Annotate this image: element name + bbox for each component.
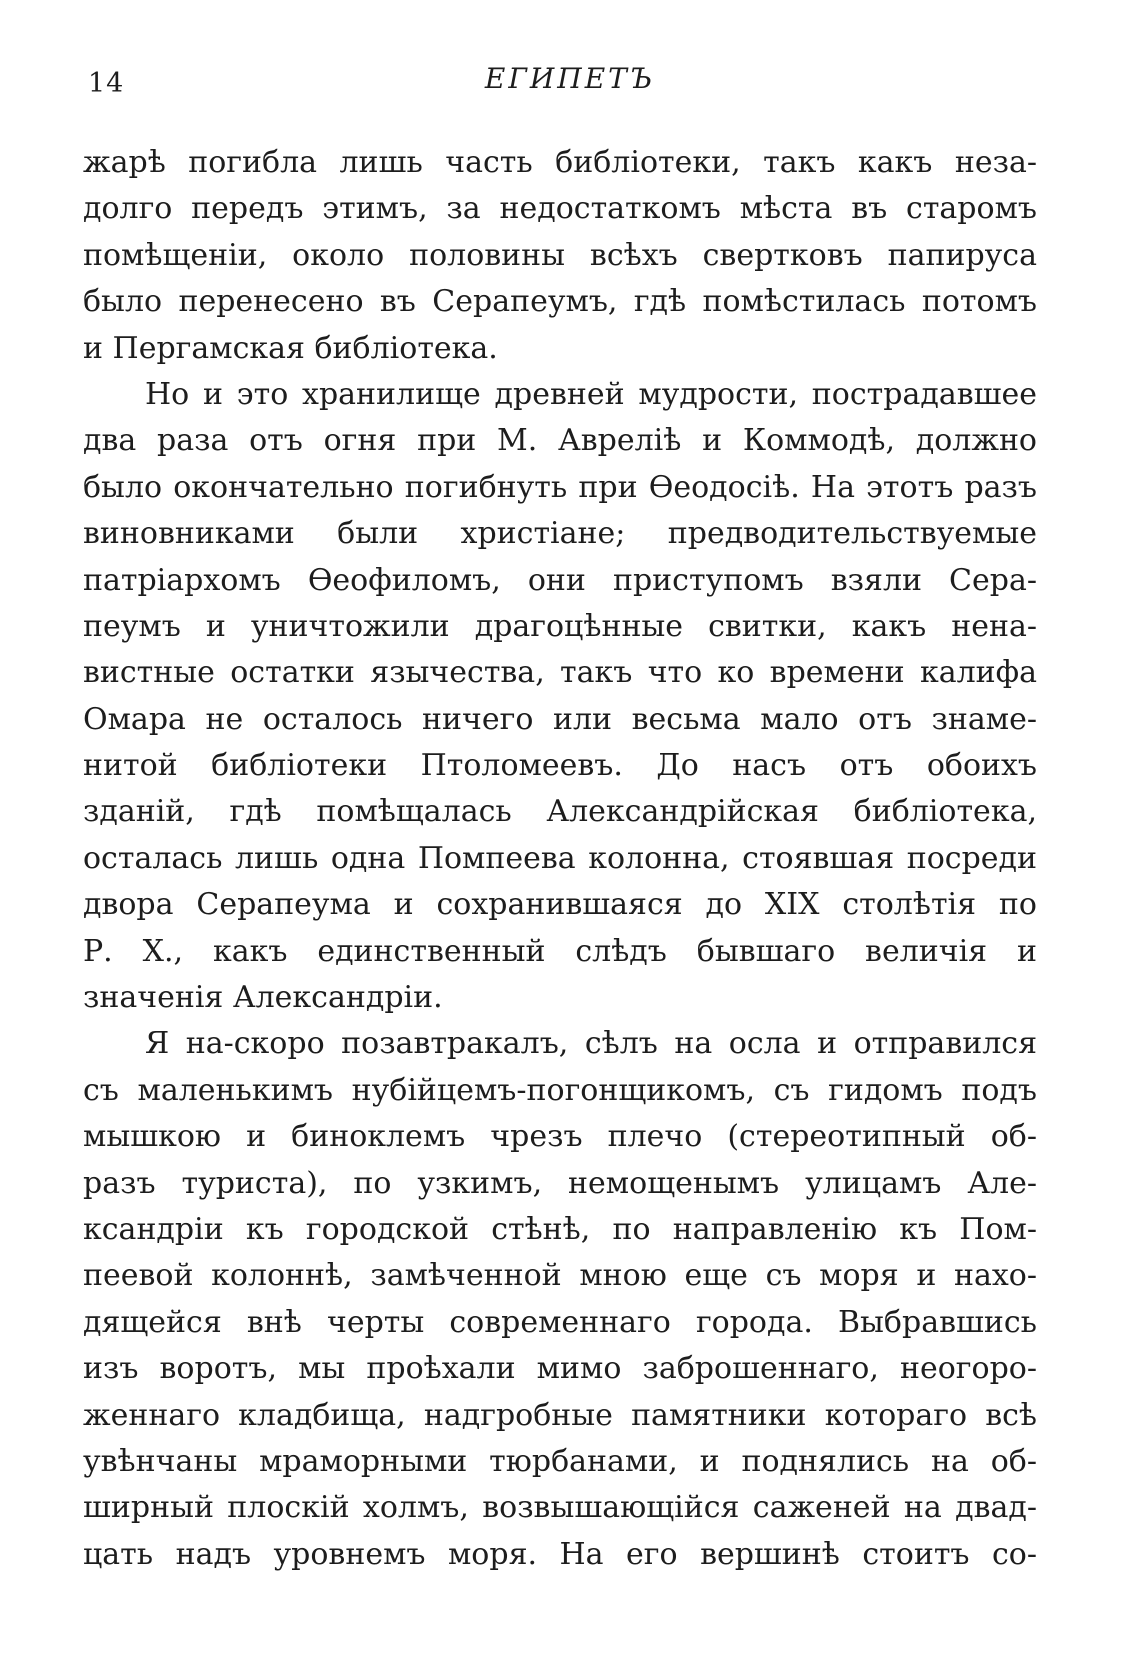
text-line: долго передъ этимъ, за недостаткомъ мѣста въ старомъ — [83, 191, 1037, 227]
body-text — [83, 140, 1037, 1578]
text-line: разъ туриста), по узкимъ, немощенымъ улицамъ Але- — [83, 1165, 1037, 1201]
text-line: Я на-скоро позавтракалъ, сѣлъ на осла и отправился — [145, 1026, 1037, 1062]
text-line: увѣнчаны мраморными тюрбанами, и поднялись на об- — [83, 1443, 1037, 1479]
text-line: съ маленькимъ нубійцемъ-погонщикомъ, съ гидомъ подъ — [83, 1072, 1037, 1108]
text-line: ксандріи къ городской стѣнѣ, по направленію къ Пом- — [83, 1211, 1037, 1247]
text-line: мышкою и биноклемъ чрезъ плечо (стереотипный об- — [83, 1119, 1037, 1155]
text-line: пеевой колоннѣ, замѣченной мною еще съ моря и нахо- — [83, 1258, 1037, 1294]
running-title: ЕГИПЕТЪ — [484, 62, 656, 95]
text-line: патріархомъ Өеофиломъ, они приступомъ взяли Сера- — [83, 562, 1037, 598]
text-line: вистные остатки язычества, такъ что ко времени калифа — [83, 655, 1037, 691]
text-line: ширный плоскій холмъ, возвышающійся саженей на двад- — [83, 1490, 1037, 1526]
text-line: и Пергамская библіотека. — [83, 330, 498, 366]
text-line: значенія Александріи. — [83, 980, 443, 1016]
text-line: Но и это хранилище древней мудрости, пострадавшее — [145, 376, 1037, 412]
text-line: Р. Х., какъ единственный слѣдъ бывшаго величія и — [83, 933, 1037, 969]
page-number: 14 — [88, 68, 125, 99]
text-line: пеумъ и уничтожили драгоцѣнные свитки, какъ нена- — [83, 608, 1037, 644]
text-line: два раза отъ огня при М. Авреліѣ и Коммодѣ, должно — [83, 423, 1037, 459]
text-line: зданій, гдѣ помѣщалась Александрійская библіотека, — [83, 794, 1037, 830]
text-line: двора Серапеума и сохранившаяся до XIX столѣтія по — [83, 887, 1037, 923]
text-line: виновниками были христіане; предводительствуемые — [83, 516, 1037, 552]
text-line: Омара не осталось ничего или весьма мало отъ знаме- — [83, 701, 1037, 737]
text-line: изъ воротъ, мы проѣхали мимо заброшеннаго, неогоро- — [83, 1351, 1037, 1387]
text-line: цать надъ уровнемъ моря. На его вершинѣ стоитъ со- — [83, 1536, 1037, 1572]
text-line: помѣщеніи, около половины всѣхъ свертковъ папируса — [83, 237, 1037, 273]
text-line: было перенесено въ Серапеумъ, гдѣ помѣстилась потомъ — [83, 284, 1037, 320]
text-line: осталась лишь одна Помпеева колонна, стоявшая посреди — [83, 840, 1037, 876]
text-line: было окончательно погибнуть при Өеодосіѣ. На этотъ разъ — [83, 469, 1037, 505]
text-line: женнаго кладбища, надгробные памятники котораго всѣ — [83, 1397, 1037, 1433]
text-line: жарѣ погибла лишь часть библіотеки, такъ какъ неза- — [83, 145, 1037, 180]
paragraph — [83, 1021, 1037, 1578]
text-line: дящейся внѣ черты современнаго города. Выбравшись — [83, 1304, 1037, 1340]
paragraph — [83, 372, 1037, 1021]
paragraph — [83, 140, 1037, 372]
text-line: нитой библіотеки Птоломеевъ. До насъ отъ обоихъ — [83, 748, 1037, 784]
